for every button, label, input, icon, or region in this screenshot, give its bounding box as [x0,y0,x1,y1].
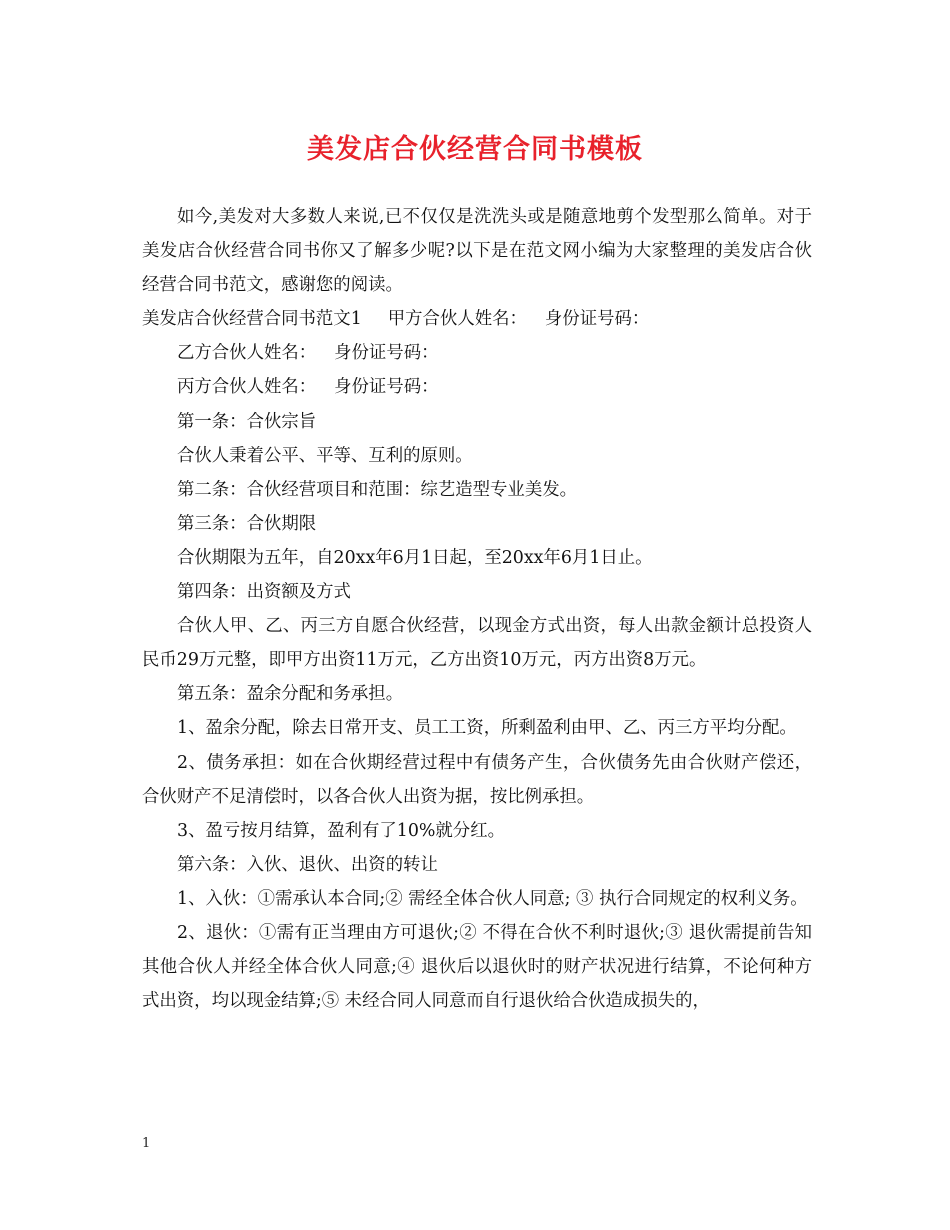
party-b-id-label: 身份证号码： [334,343,439,364]
article-1-heading: 第一条：合伙宗旨 [177,411,317,432]
article-5-item-3: 3、盈亏按月结算，盈利有了10%就分红。 [177,820,505,841]
document-body [142,200,812,1018]
page-number: 1 [142,1136,151,1151]
article-5-item-2: 2、债务承担：如在合伙期经营过程中有债务产生，合伙债务先由合伙财产偿还，合伙财产不足清偿时，以各合伙人出资为据，按比例承担。 [142,752,812,807]
party-c-id-label: 身份证号码： [334,377,439,398]
party-a-name-label: 甲方合伙人姓名： [387,309,527,330]
party-c-name-label: 丙方合伙人姓名： [177,377,317,398]
sample-heading: 美发店合伙经营合同书范文1 [142,309,362,330]
article-3-text: 合伙期限为五年，自20xx年6月1日起，至20xx年6月1日止。 [177,547,653,568]
party-b-line [142,336,812,370]
party-b-name-label: 乙方合伙人姓名： [177,343,317,364]
article-5-item-1: 1、盈余分配，除去日常开支、员工工资，所剩盈利由甲、乙、丙三方平均分配。 [177,718,797,739]
article-1-text: 合伙人秉着公平、平等、互利的原则。 [177,445,473,466]
article-5-heading: 第五条：盈余分配和务承担。 [177,684,404,705]
document-title: 美发店合伙经营合同书模板 [307,134,643,165]
intro-paragraph: 如今,美发对大多数人来说,已不仅仅是洗洗头或是随意地剪个发型那么简单。对于美发店合伙经营合同书你又了解多少呢?以下是在范文网小编为大家整理的美发店合伙经营合同书范文，感谢您的阅读。 [142,207,812,296]
article-6-item-1: 1、入伙：①需承认本合同;② 需经全体合伙人同意; ③ 执行合同规定的权利义务。 [177,888,808,909]
article-3-heading: 第三条：合伙期限 [177,513,317,534]
article-4-heading: 第四条：出资额及方式 [177,582,351,603]
sample-heading-line [142,302,812,336]
article-6-item-2: 2、退伙：①需有正当理由方可退伙;② 不得在合伙不利时退伙;③ 退伙需提前告知其他合伙人并经全体合伙人同意;④ 退伙后以退伙时的财产状况进行结算，不论何种方式出资，均以现金结算;⑤ 未经合同人同意而自行退伙给合伙造成损失的， [142,922,812,1012]
article-4-text: 合伙人甲、乙、丙三方自愿合伙经营，以现金方式出资，每人出款金额计总投资人民币29万元整，即甲方出资11万元，乙方出资10万元，丙方出资8万元。 [142,616,812,671]
party-c-line [142,370,812,404]
party-a-id-label: 身份证号码： [544,309,650,330]
article-6-heading: 第六条：入伙、退伙、出资的转让 [177,854,438,875]
article-2-heading: 第二条：合伙经营项目和范围：综艺造型专业美发。 [177,479,577,500]
